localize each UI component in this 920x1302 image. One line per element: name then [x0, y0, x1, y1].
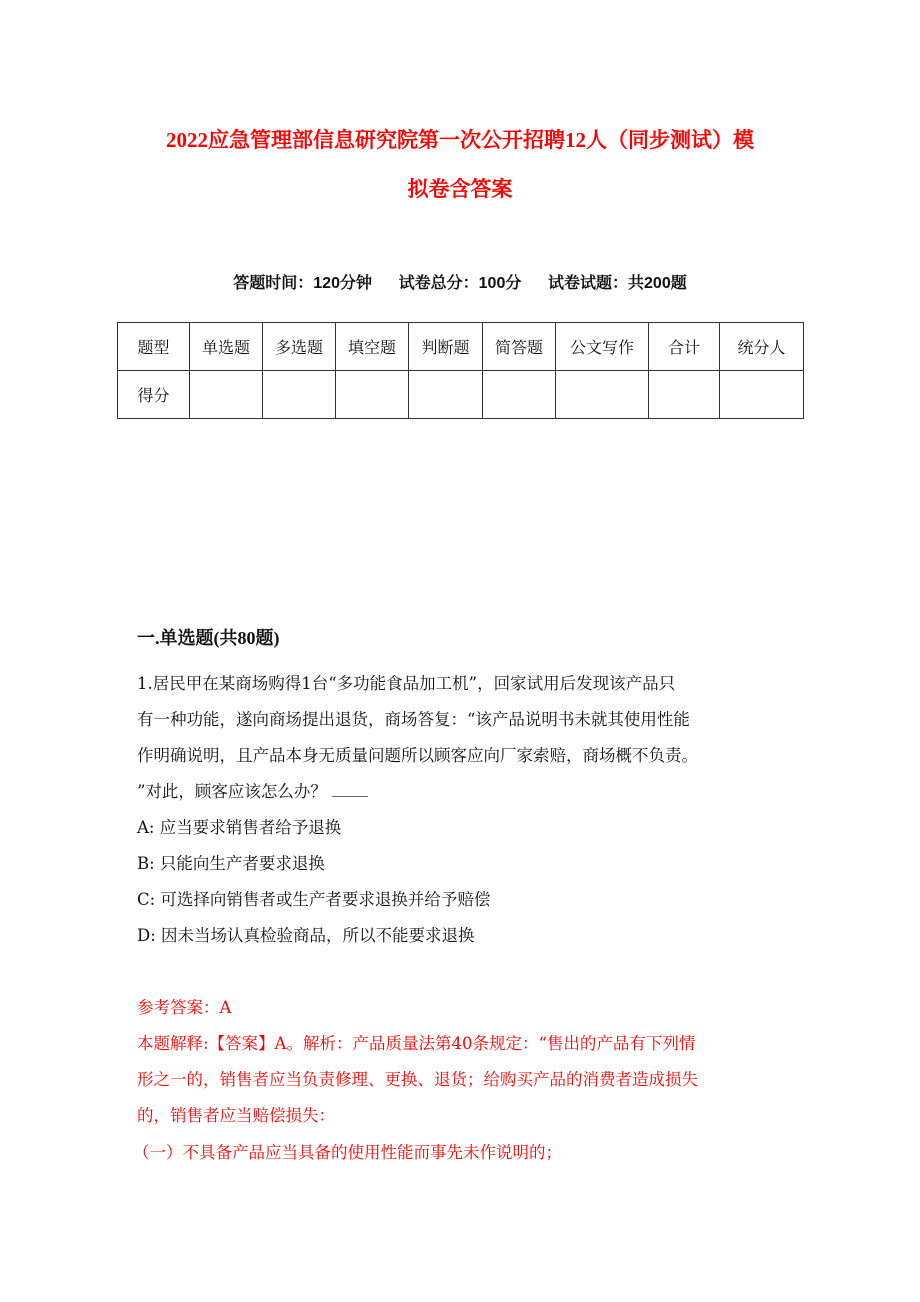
section-heading: 一.单选题(共80题) [137, 628, 280, 648]
reference-answer: 参考答案：A [137, 998, 232, 1017]
question-line: 作明确说明，且产品本身无质量问题所以顾客应向厂家索赔，商场概不负责。 [137, 746, 698, 765]
score-cell [409, 371, 483, 419]
score-cell [483, 371, 556, 419]
score-cell [649, 371, 720, 419]
table-header: 公文写作 [556, 323, 649, 371]
question-line: 1.居民甲在某商场购得1台“多功能食品加工机”，回家试用后发现该产品只 [137, 674, 676, 693]
document-title-line2: 拟卷含答案 [407, 177, 513, 201]
table-header-row [118, 323, 804, 371]
score-cell [263, 371, 336, 419]
exam-score: 试卷总分：100分 [398, 275, 522, 292]
table-header: 单选题 [190, 323, 263, 371]
option-c: C: 可选择向销售者或生产者要求退换并给予赔偿 [137, 890, 491, 909]
exam-time: 答题时间：120分钟 [233, 275, 372, 292]
option-b: B: 只能向生产者要求退换 [137, 854, 325, 873]
table-header: 判断题 [409, 323, 483, 371]
explanation-line: 形之一的，销售者应当负责修理、更换、退货；给购买产品的消费者造成损失 [137, 1070, 698, 1089]
table-header: 统分人 [720, 323, 804, 371]
option-d: D: 因未当场认真检验商品，所以不能要求退换 [137, 926, 475, 945]
question-line-last [137, 778, 368, 802]
score-cell [720, 371, 804, 419]
score-cell [336, 371, 409, 419]
table-header: 简答题 [483, 323, 556, 371]
option-a: A: 应当要求销售者给予退换 [137, 818, 342, 837]
exam-meta [0, 270, 920, 293]
table-header: 多选题 [263, 323, 336, 371]
score-table [117, 322, 804, 419]
score-cell [556, 371, 649, 419]
explanation-line: 本题解释:【答案】A。解析：产品质量法第40条规定：“售出的产品有下列情 [137, 1034, 696, 1053]
table-header: 合计 [649, 323, 720, 371]
table-row [118, 371, 804, 419]
document-title-line1: 2022应急管理部信息研究院第一次公开招聘12人（同步测试）模 [166, 128, 754, 152]
score-cell [190, 371, 263, 419]
question-line: 有一种功能，遂向商场提出退货，商场答复：“该产品说明书未就其使用性能 [137, 710, 690, 729]
exam-count: 试卷试题：共200题 [548, 275, 687, 292]
row-label: 得分 [118, 371, 190, 419]
question-text: ”对此，顾客应该怎么办？ [137, 782, 327, 801]
table-header: 题型 [118, 323, 190, 371]
answer-blank [332, 782, 368, 797]
explanation-line: （一）不具备产品应当具备的使用性能而事先未作说明的； [133, 1143, 562, 1162]
table-header: 填空题 [336, 323, 409, 371]
explanation-line: 的，销售者应当赔偿损失： [137, 1106, 335, 1125]
